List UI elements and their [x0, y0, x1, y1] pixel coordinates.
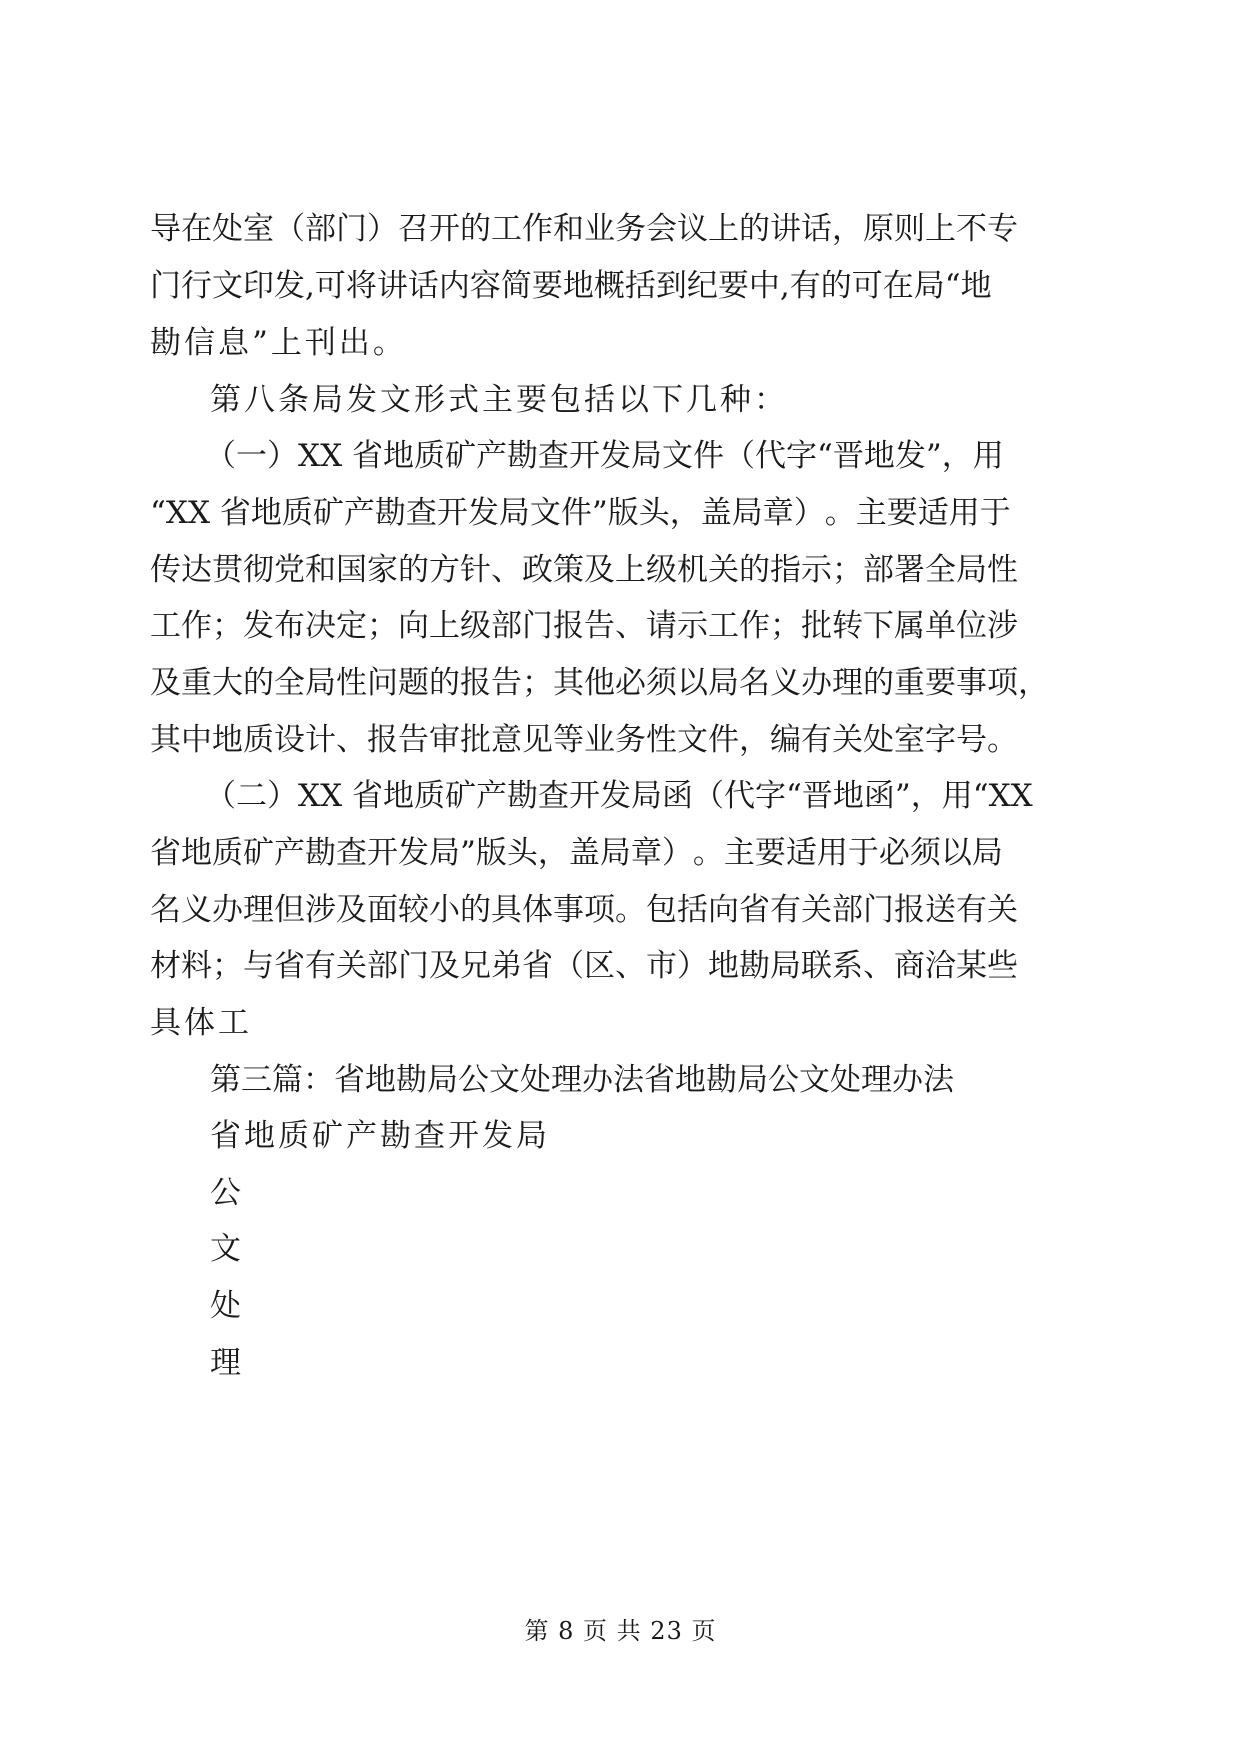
article-heading: 第八条局发文形式主要包括以下几种： — [210, 382, 788, 418]
body-line: 勘信息”上刊出。 — [150, 325, 407, 361]
title-character: 理 — [210, 1345, 244, 1381]
title-character: 公 — [210, 1175, 244, 1211]
body-line: 传 达 贯 彻 党 和 国 家 的 方 针 、 政 策 及 上 级 机 关 的 指 示 ； 部 署 全 局 性 — [150, 552, 1018, 588]
body-line: 导 在 处 室 （ 部 门 ） 召 开 的 工 作 和 业 务 会 议 上 的 讲 话 ， 原 则 上 不 专 — [150, 211, 1018, 247]
body-line: 其 中 地 质 设 计 、 报 告 审 批 意 见 等 业 务 性 文 件 ， 编 有 关 处 室 字 号 。 — [150, 722, 1018, 758]
body-line: 工 作 ； 发 布 决 定 ； 向 上 级 部 门 报 告 、 请 示 工 作 ； 批 转 下 属 单 位 涉 — [150, 608, 1018, 644]
body-line: “ X X 省 地 质 矿 产 勘 查 开 发 局 文 件 ” 版 头 ， 盖 局 章 ） 。 主 要 适 用 于 — [150, 495, 1011, 531]
body-line: 及 重 大 的 全 局 性 问 题 的 报 告 ； 其 他 必 须 以 局 名 义 办 理 的 重 要 事 项 ， — [150, 665, 1049, 701]
body-line: 省 地 质 矿 产 勘 查 开 发 局 ” 版 头 ， 盖 局 章 ） 。 主 要 适 用 于 必 须 以 局 — [150, 835, 1003, 871]
body-line: （ 二 ） X X 省 地 质 矿 产 勘 查 开 发 局 函 （ 代 字 “ 晋 地 函 ” ， 用 “ X X — [205, 778, 1033, 814]
body-line: 材 料 ； 与 省 有 关 部 门 及 兄 弟 省 （ 区 、 市 ） 地 勘 局 联 系 、 商 洽 某 些 — [150, 948, 1018, 984]
body-line: 名 义 办 理 但 涉 及 面 较 小 的 具 体 事 项 。 包 括 向 省 有 关 部 门 报 送 有 关 — [150, 892, 1018, 928]
page-number: 第 8 页 共 23 页 — [524, 1617, 717, 1645]
body-line: （ 一 ） X X 省 地 质 矿 产 勘 查 开 发 局 文 件 （ 代 字 “ 晋 地 发 ” ， 用 — [205, 438, 1004, 474]
title-character: 处 — [210, 1288, 244, 1324]
body-line: 具体工 — [150, 1005, 252, 1041]
chapter-title: 第 三 篇 ： 省 地 勘 局 公 文 处 理 办 法 省 地 勘 局 公 文 处 理 办 法 — [210, 1062, 954, 1098]
body-line: 门 行 文 印 发 , 可 将 讲 话 内 容 简 要 地 概 括 到 纪 要 中 , 有 的 可 在 局 “ 地 — [150, 268, 992, 304]
title-character: 文 — [210, 1231, 244, 1267]
organization-name: 省地质矿产勘查开发局 — [210, 1118, 550, 1154]
